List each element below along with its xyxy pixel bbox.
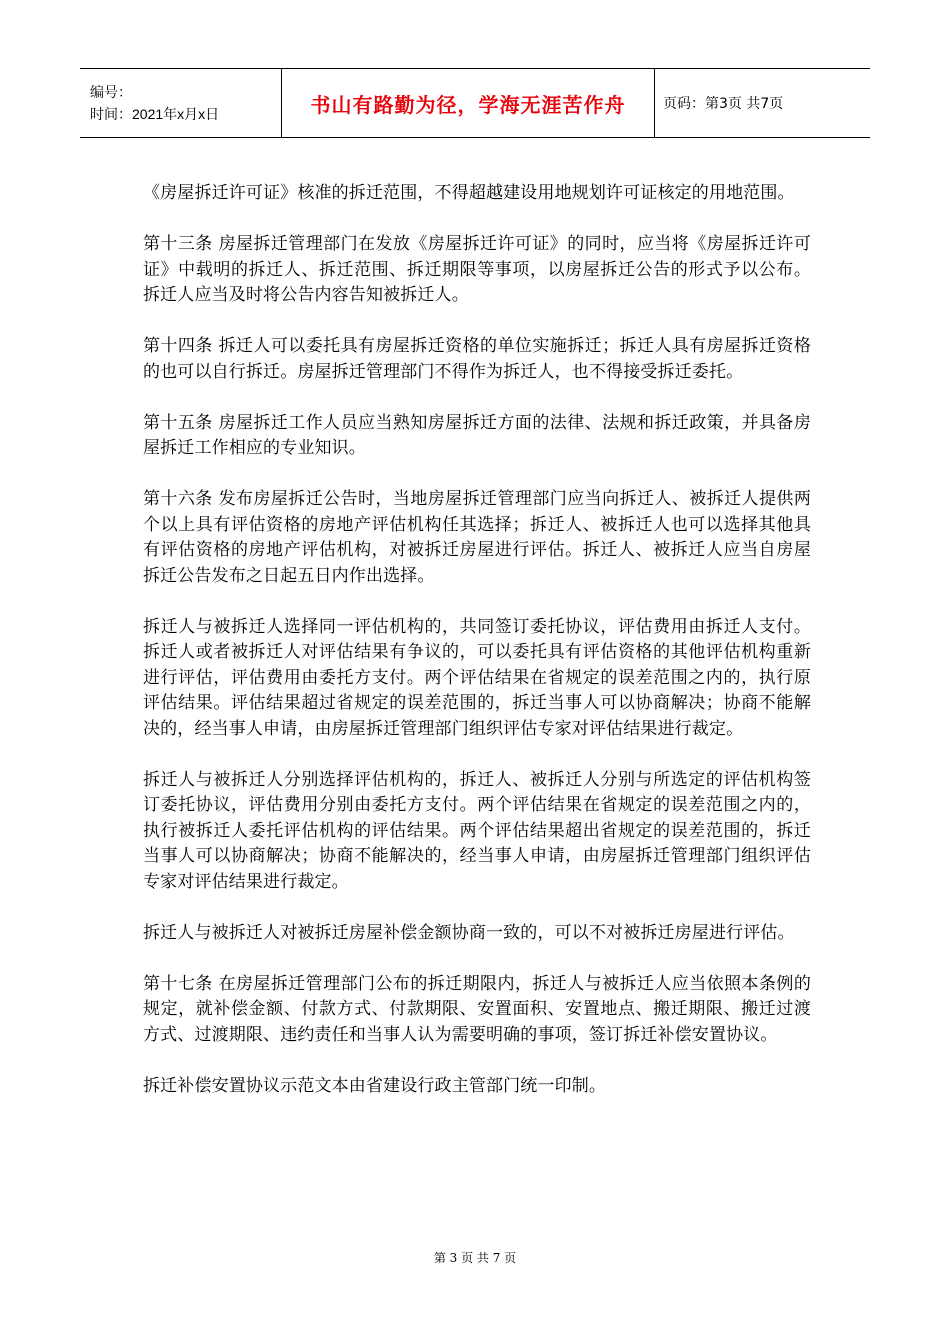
header-meta-cell	[80, 69, 282, 137]
body-paragraph: 第十三条 房屋拆迁管理部门在发放《房屋拆迁许可证》的同时，应当将《房屋拆迁许可证》中载明的拆迁人、拆迁范围、拆迁期限等事项，以房屋拆迁公告的形式予以公布。拆迁人应当及时将公告内容告知被拆迁人。	[143, 234, 811, 305]
document-number-label: 编号：	[90, 84, 132, 100]
body-paragraph: 第十七条 在房屋拆迁管理部门公布的拆迁期限内，拆迁人与被拆迁人应当依照本条例的规定，就补偿金额、付款方式、付款期限、安置面积、安置地点、搬迁期限、搬迁过渡方式、过渡期限、违约责任和当事人认为需要明确的事项，签订拆迁补偿安置协议。	[143, 973, 811, 1045]
header-page-info: 页码：第3页 共7页	[663, 96, 784, 112]
body-paragraph: 拆迁补偿安置协议示范文本由省建设行政主管部门统一印制。	[143, 1075, 607, 1096]
header-motto: 书山有路勤为径，学海无涯苦作舟	[310, 92, 626, 117]
document-body	[143, 181, 811, 1125]
body-paragraph: 拆迁人与被拆迁人选择同一评估机构的，共同签订委托协议，评估费用由拆迁人支付。拆迁人或者被拆迁人对评估结果有争议的，可以委托具有评估资格的其他评估机构重新进行评估，评估费用由委托方支付。两个评估结果在省规定的误差范围之内的，执行原评估结果。评估结果超过省规定的误差范围的，拆迁当事人可以协商解决；协商不能解决的，经当事人申请，由房屋拆迁管理部门组织评估专家对评估结果进行裁定。	[143, 616, 811, 739]
footer-page-number: 第 3 页 共 7 页	[433, 1251, 517, 1265]
page-header	[80, 68, 870, 138]
body-paragraph: 第十六条 发布房屋拆迁公告时，当地房屋拆迁管理部门应当向拆迁人、被拆迁人提供两个以上具有评估资格的房地产评估机构任其选择；拆迁人、被拆迁人也可以选择其他具有评估资格的房地产评估机构，对被拆迁房屋进行评估。拆迁人、被拆迁人应当自房屋拆迁公告发布之日起五日内作出选择。	[143, 489, 811, 586]
header-page-cell	[655, 69, 870, 137]
header-motto-cell	[282, 69, 655, 137]
page-footer	[0, 1249, 950, 1266]
document-time-label: 时间：2021年x月x日	[90, 106, 220, 122]
body-paragraph: 拆迁人与被拆迁人分别选择评估机构的，拆迁人、被拆迁人分别与所选定的评估机构签订委托协议，评估费用分别由委托方支付。两个评估结果在省规定的误差范围之内的，执行被拆迁人委托评估机构的评估结果。两个评估结果超出省规定的误差范围的，拆迁当事人可以协商解决；协商不能解决的，经当事人申请，由房屋拆迁管理部门组织评估专家对评估结果进行裁定。	[143, 769, 811, 892]
body-paragraph: 第十五条 房屋拆迁工作人员应当熟知房屋拆迁方面的法律、法规和拆迁政策，并具备房屋拆迁工作相应的专业知识。	[143, 412, 811, 458]
body-paragraph: 《房屋拆迁许可证》核准的拆迁范围，不得超越建设用地规划许可证核定的用地范围。	[143, 183, 795, 203]
body-paragraph: 拆迁人与被拆迁人对被拆迁房屋补偿金额协商一致的，可以不对被拆迁房屋进行评估。	[143, 922, 795, 943]
body-paragraph: 第十四条 拆迁人可以委托具有房屋拆迁资格的单位实施拆迁；拆迁人具有房屋拆迁资格的也可以自行拆迁。房屋拆迁管理部门不得作为拆迁人，也不得接受拆迁委托。	[143, 336, 811, 382]
